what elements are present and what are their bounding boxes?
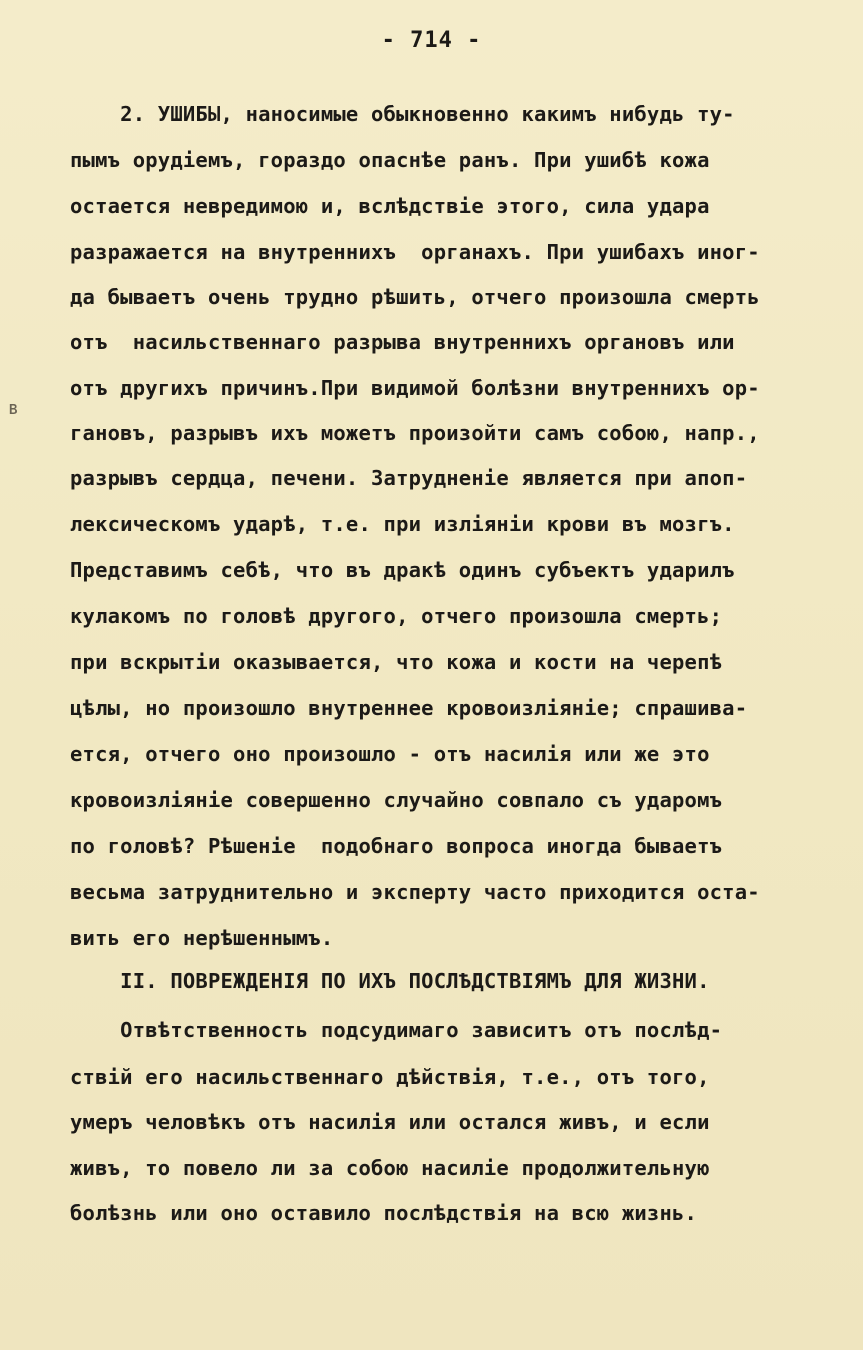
- text-line: отъ насильственнаго разрыва внутреннихъ органовъ или: [70, 330, 735, 354]
- text-line: гановъ, разрывъ ихъ можетъ произойти самъ собою, напр.,: [70, 421, 760, 445]
- text-line: пымъ орудiемъ, гораздо опаснѣе ранъ. При ушибѣ кожа: [70, 148, 710, 172]
- text-line: по головѣ? Рѣшенiе подобнаго вопроса иногда бываетъ: [70, 834, 723, 858]
- text-line: умеръ человѣкъ отъ насилiя или остался живъ, и если: [70, 1110, 710, 1134]
- text-line: болѣзнь или оно оставило послѣдствiя на всю жизнь.: [70, 1201, 698, 1225]
- text-line: отъ другихъ причинъ.При видимой болѣзни внутреннихъ ор-: [70, 376, 760, 400]
- text-line: при вскрытiи оказывается, что кожа и кости на черепѣ: [70, 650, 723, 674]
- text-line: Отвѣтственность подсудимаго зависитъ отъ послѣд-: [70, 1018, 723, 1042]
- text-line: 2. УШИБЫ, наносимые обыкновенно какимъ нибудь ту-: [70, 102, 735, 126]
- text-line: кровоизліянiе совершенно случайно совпало съ ударомъ: [70, 788, 723, 812]
- text-line: живъ, то повело ли за собою насилiе продолжительную: [70, 1156, 710, 1180]
- text-line: кулакомъ по головѣ другого, отчего произошла смерть;: [70, 604, 723, 628]
- text-line: ствiй его насильственнаго дѣйствiя, т.е., отъ того,: [70, 1065, 710, 1089]
- page-number: - 714 -: [381, 28, 482, 53]
- text-line: разражается на внутреннихъ органахъ. При ушибахъ иног-: [70, 240, 760, 264]
- text-line: лексическомъ ударѣ, т.е. при изліянiи крови въ мозгъ.: [70, 512, 735, 536]
- text-line: вить его нерѣшеннымъ.: [70, 926, 334, 950]
- section-heading: II. ПОВРЕЖДЕНIЯ ПО ИХЪ ПОСЛѢДСТВIЯМЪ ДЛЯ ЖИЗНИ.: [70, 969, 710, 993]
- text-line: цѣлы, но произошло внутреннее кровоизліянiе; спрашива-: [70, 696, 748, 720]
- text-line: ется, отчего оно произошло - отъ насилiя или же это: [70, 742, 710, 766]
- text-line: да бываетъ очень трудно рѣшить, отчего произошла смерть: [70, 285, 760, 309]
- text-line: весьма затруднительно и эксперту часто приходится оста-: [70, 880, 760, 904]
- margin-mark: ʙ: [8, 398, 19, 419]
- text-line: Представимъ себѣ, что въ дракѣ одинъ субъектъ ударилъ: [70, 558, 735, 582]
- text-line: разрывъ сердца, печени. Затрудненiе является при апоп-: [70, 466, 748, 490]
- text-line: остается невредимою и, вслѣдствiе этого, сила удара: [70, 194, 710, 218]
